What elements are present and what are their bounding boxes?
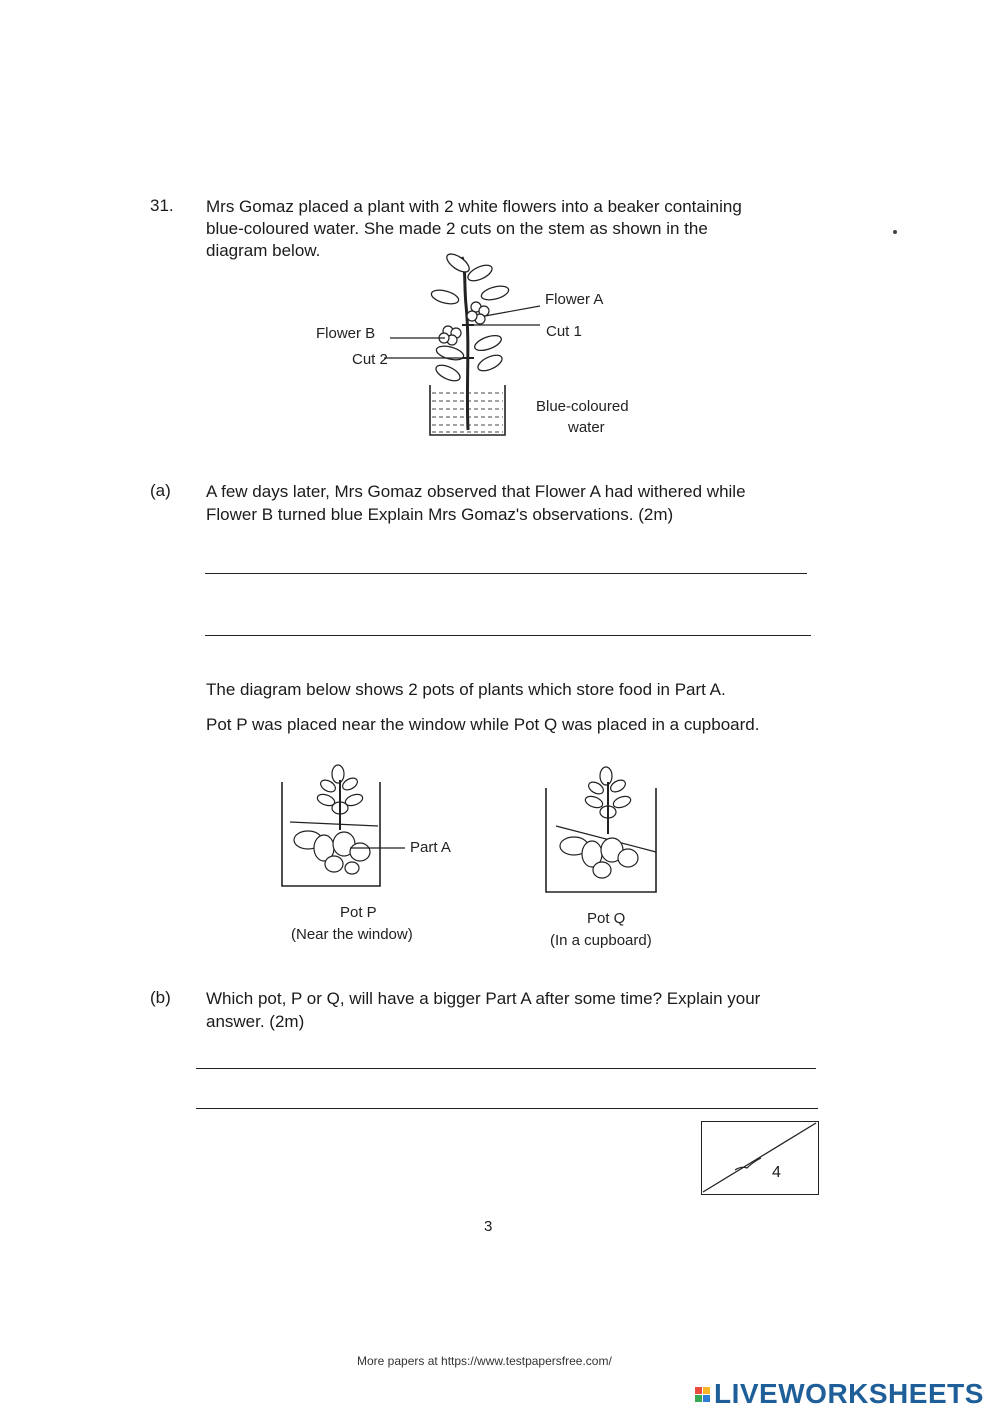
part-a-label: (a) (150, 481, 171, 500)
label-water-line-1: Blue-coloured (536, 398, 629, 415)
part-a-line-2: Flower B turned blue Explain Mrs Gomaz's observations. (2m) (206, 505, 674, 524)
label-flower-a: Flower A (545, 291, 604, 308)
footer-link[interactable]: More papers at https://www.testpapersfree.com/ (357, 1354, 612, 1368)
label-pot-q: Pot Q (587, 910, 626, 927)
question-intro-line-2: blue-coloured water. She made 2 cuts on the stem as shown in the (206, 219, 708, 238)
label-flower-b: Flower B (316, 325, 376, 342)
liveworksheets-logo[interactable] (695, 1378, 984, 1410)
marks-total: 4 (772, 1164, 781, 1181)
question-intro-line-1: Mrs Gomaz placed a plant with 2 white flowers into a beaker containing (206, 197, 742, 216)
label-pot-p-caption: (Near the window) (291, 926, 413, 943)
label-part-a: Part A (410, 839, 451, 856)
question-number: 31. (150, 196, 174, 215)
label-cut-1: Cut 1 (546, 323, 582, 340)
liveworksheets-wordmark: LIVEWORKSHEETS (714, 1378, 984, 1409)
label-water-line-2: water (568, 419, 605, 436)
question-intro-line-3: diagram below. (206, 241, 321, 260)
part-b-line-1: Which pot, P or Q, will have a bigger Part A after some time? Explain your (206, 989, 761, 1008)
page-number: 3 (484, 1218, 493, 1235)
label-cut-2: Cut 2 (352, 351, 388, 368)
label-pot-p: Pot P (340, 904, 377, 921)
liveworksheets-icon (695, 1387, 710, 1402)
intro-b-line-2: Pot P was placed near the window while Pot Q was placed in a cupboard. (206, 715, 760, 734)
intro-b-line-1: The diagram below shows 2 pots of plants which store food in Part A. (206, 680, 726, 699)
part-b-label: (b) (150, 988, 171, 1007)
label-pot-q-caption: (In a cupboard) (550, 932, 652, 949)
part-b-line-2: answer. (2m) (206, 1012, 305, 1031)
part-a-line-1: A few days later, Mrs Gomaz observed that Flower A had withered while (206, 482, 746, 501)
